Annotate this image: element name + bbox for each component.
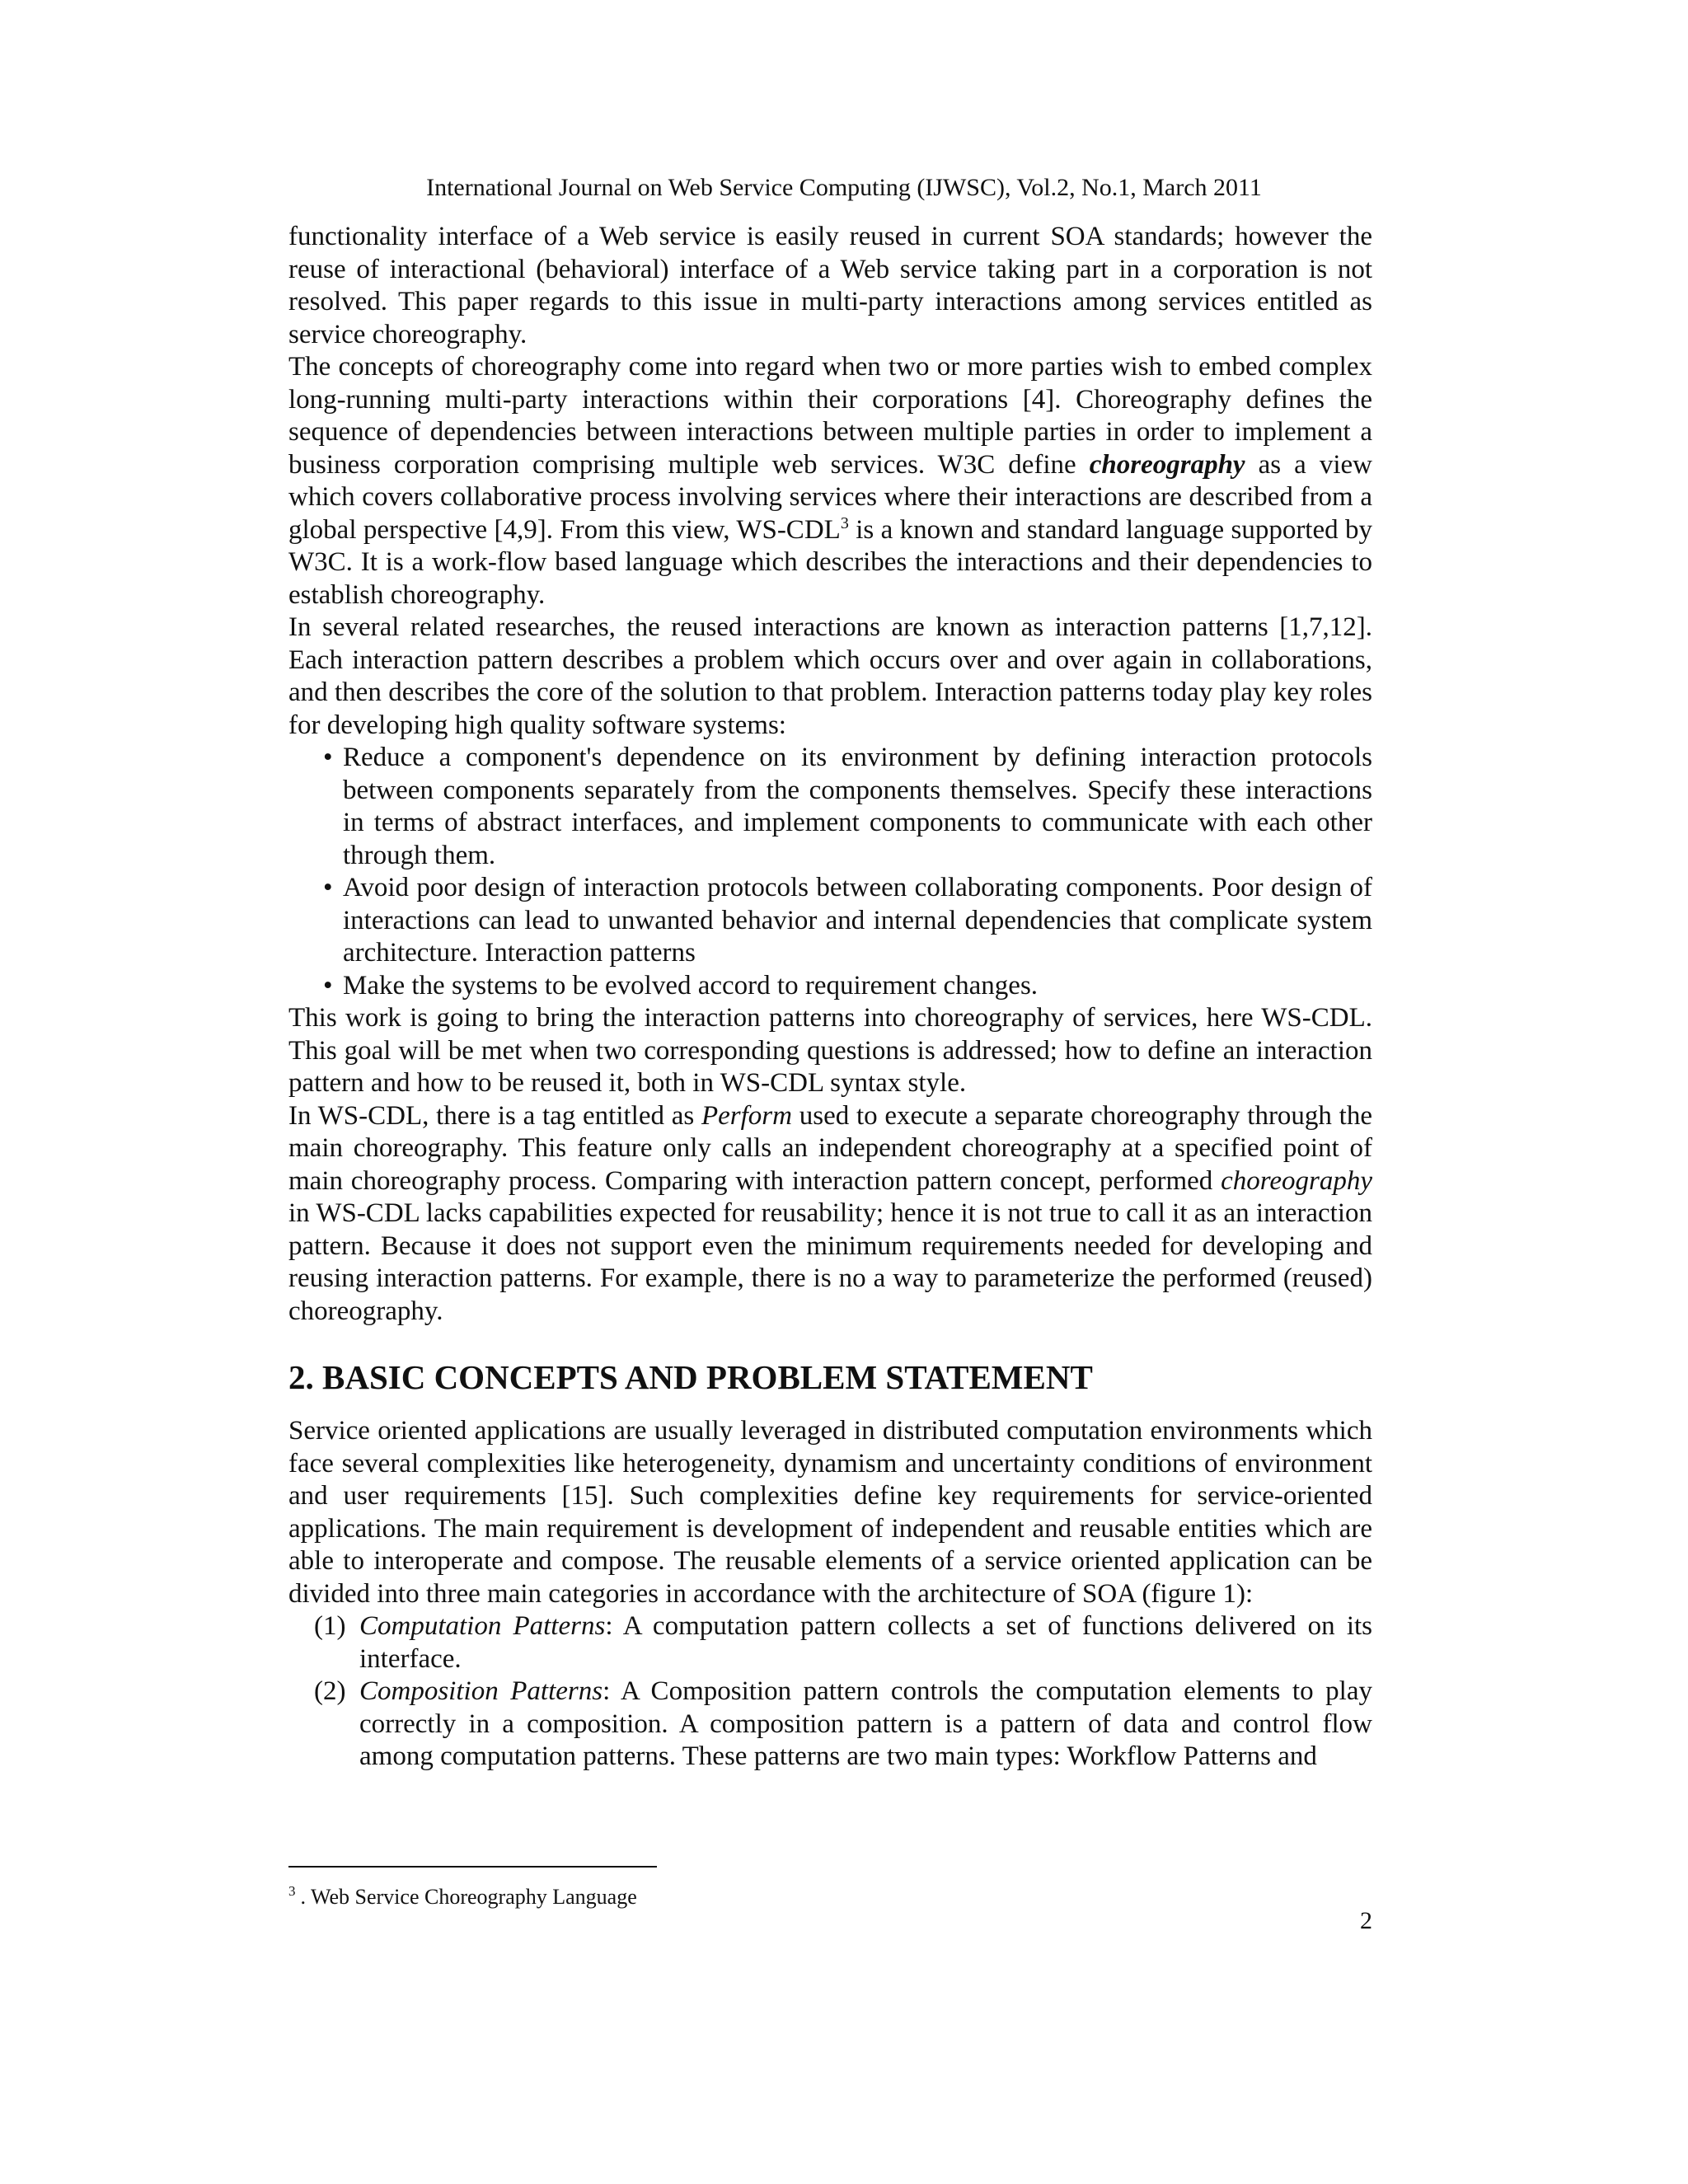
list-item-text: : A computation pattern collects a set of functions delivered on its interface. [359, 1611, 1372, 1674]
emphasis-perform: Perform [701, 1100, 792, 1131]
list-item [288, 1610, 1372, 1675]
text-run: The concepts of choreography come into regard when two or more parties wish to embed complex long-running multi-party interactions within their corporations [4]. Choreography defines the sequence of dependencies between interactions between multiple parties in order to implement a business corporation comprising multiple web services. W3C define [288, 352, 1372, 480]
list-item [288, 970, 1372, 1003]
bullet-list [288, 742, 1372, 1002]
footnote-ref: 3 [840, 513, 849, 532]
list-item [288, 872, 1372, 970]
list-item-text: Reduce a component's dependence on its environment by defining interaction protocols between components separately from the components themselves. Specify these interactions in terms of abstract interfaces, and implement components to communicate with each other through them. [343, 743, 1372, 870]
list-item-text: Avoid poor design of interaction protocols between collaborating components. Poor design of interactions can lead to unwanted behavior and internal dependencies that complicate system architecture. Interaction patterns [343, 873, 1372, 968]
main-text [288, 221, 1372, 1774]
section-heading: 2. BASIC CONCEPTS AND PROBLEM STATEMENT [288, 1358, 1093, 1396]
footnote-divider [288, 1866, 657, 1868]
list-item [288, 1675, 1372, 1774]
list-term: Computation Patterns [359, 1611, 606, 1641]
list-number: (2) [314, 1676, 346, 1706]
paragraph-choreography-concepts [288, 351, 1372, 612]
list-term: Composition Patterns [359, 1676, 603, 1706]
text-run: as a view which covers collaborative process involving services where their interactions are described from a global perspective [4,9]. From this view, WS-CDL [288, 449, 1372, 545]
bullet-icon: • [323, 970, 333, 1001]
numbered-list [288, 1610, 1372, 1774]
bullet-icon: • [323, 873, 333, 902]
footnote-mark: 3 [288, 1883, 296, 1899]
list-item [288, 742, 1372, 872]
text-run: In WS-CDL, there is a tag entitled as [288, 1100, 701, 1131]
text-run: is a known and standard language supported by W3C. It is a work-flow based language which describes the interactions and their dependencies to establish choreography. [288, 514, 1372, 610]
footnote [288, 1877, 637, 1911]
emphasis-choreography: choreography [1221, 1165, 1372, 1196]
list-item-text: Make the systems to be evolved accord to requirement changes. [343, 970, 1039, 1001]
paragraph-perform-tag [288, 1100, 1372, 1329]
paragraph-service-oriented: Service oriented applications are usually leveraged in distributed computation environments which face several complexities like heterogeneity, dynamism and uncertainty conditions of environment and user requirements [15]. Such complexities define key requirements for service-oriented applications. The main requirement is development of independent and reusable entities which are able to interoperate and compose. The reusable elements of a service oriented application can be divided into three main categories in accordance with the architecture of SOA (figure 1): [288, 1416, 1372, 1609]
bullet-icon: • [323, 743, 333, 772]
paragraph-interaction-patterns: In several related researches, the reused interactions are known as interaction patterns [1,7,12]. Each interaction pattern describes a problem which occurs over and over again in collaborations, and then describes the core of the solution to that problem. Interaction patterns today play key roles for developing high quality software systems: [288, 612, 1372, 740]
emphasis-choreography: choreography [1089, 449, 1245, 480]
paragraph-functionality: functionality interface of a Web service is easily reused in current SOA standards; however the reuse of interactional (behavioral) interface of a Web service taking part in a corporation is not resolved. This paper regards to this issue in multi-party interactions among services entitled as service choreography. [288, 222, 1372, 349]
text-run: in WS-CDL lacks capabilities expected for reusability; hence it is not true to call it as an interaction pattern. Because it does not support even the minimum requirements needed for developing and reusing interaction patterns. For example, there is no a way to parameterize the performed (reused) choreography. [288, 1198, 1373, 1326]
page-number: 2 [1360, 1907, 1372, 1934]
list-item-text: : A Composition pattern controls the computation elements to play correctly in a composition. A composition pattern is a pattern of data and control flow among computation patterns. These patterns are two main types: Workflow Patterns and [359, 1676, 1372, 1771]
footnote-text: . Web Service Choreography Language [300, 1885, 637, 1909]
text-run: used to execute a separate choreography through the main choreography. This feature only calls an independent choreography at a specified point of main choreography process. Comparing with interaction pattern concept, performed [288, 1100, 1372, 1196]
running-header: International Journal on Web Service Computing (IJWSC), Vol.2, No.1, March 2011 [426, 174, 1262, 201]
paragraph-this-work: This work is going to bring the interaction patterns into choreography of services, here WS-CDL. This goal will be met when two corresponding questions is addressed; how to define an interaction pattern and how to be reused it, both in WS-CDL syntax style. [288, 1003, 1372, 1098]
list-number: (1) [314, 1611, 346, 1641]
